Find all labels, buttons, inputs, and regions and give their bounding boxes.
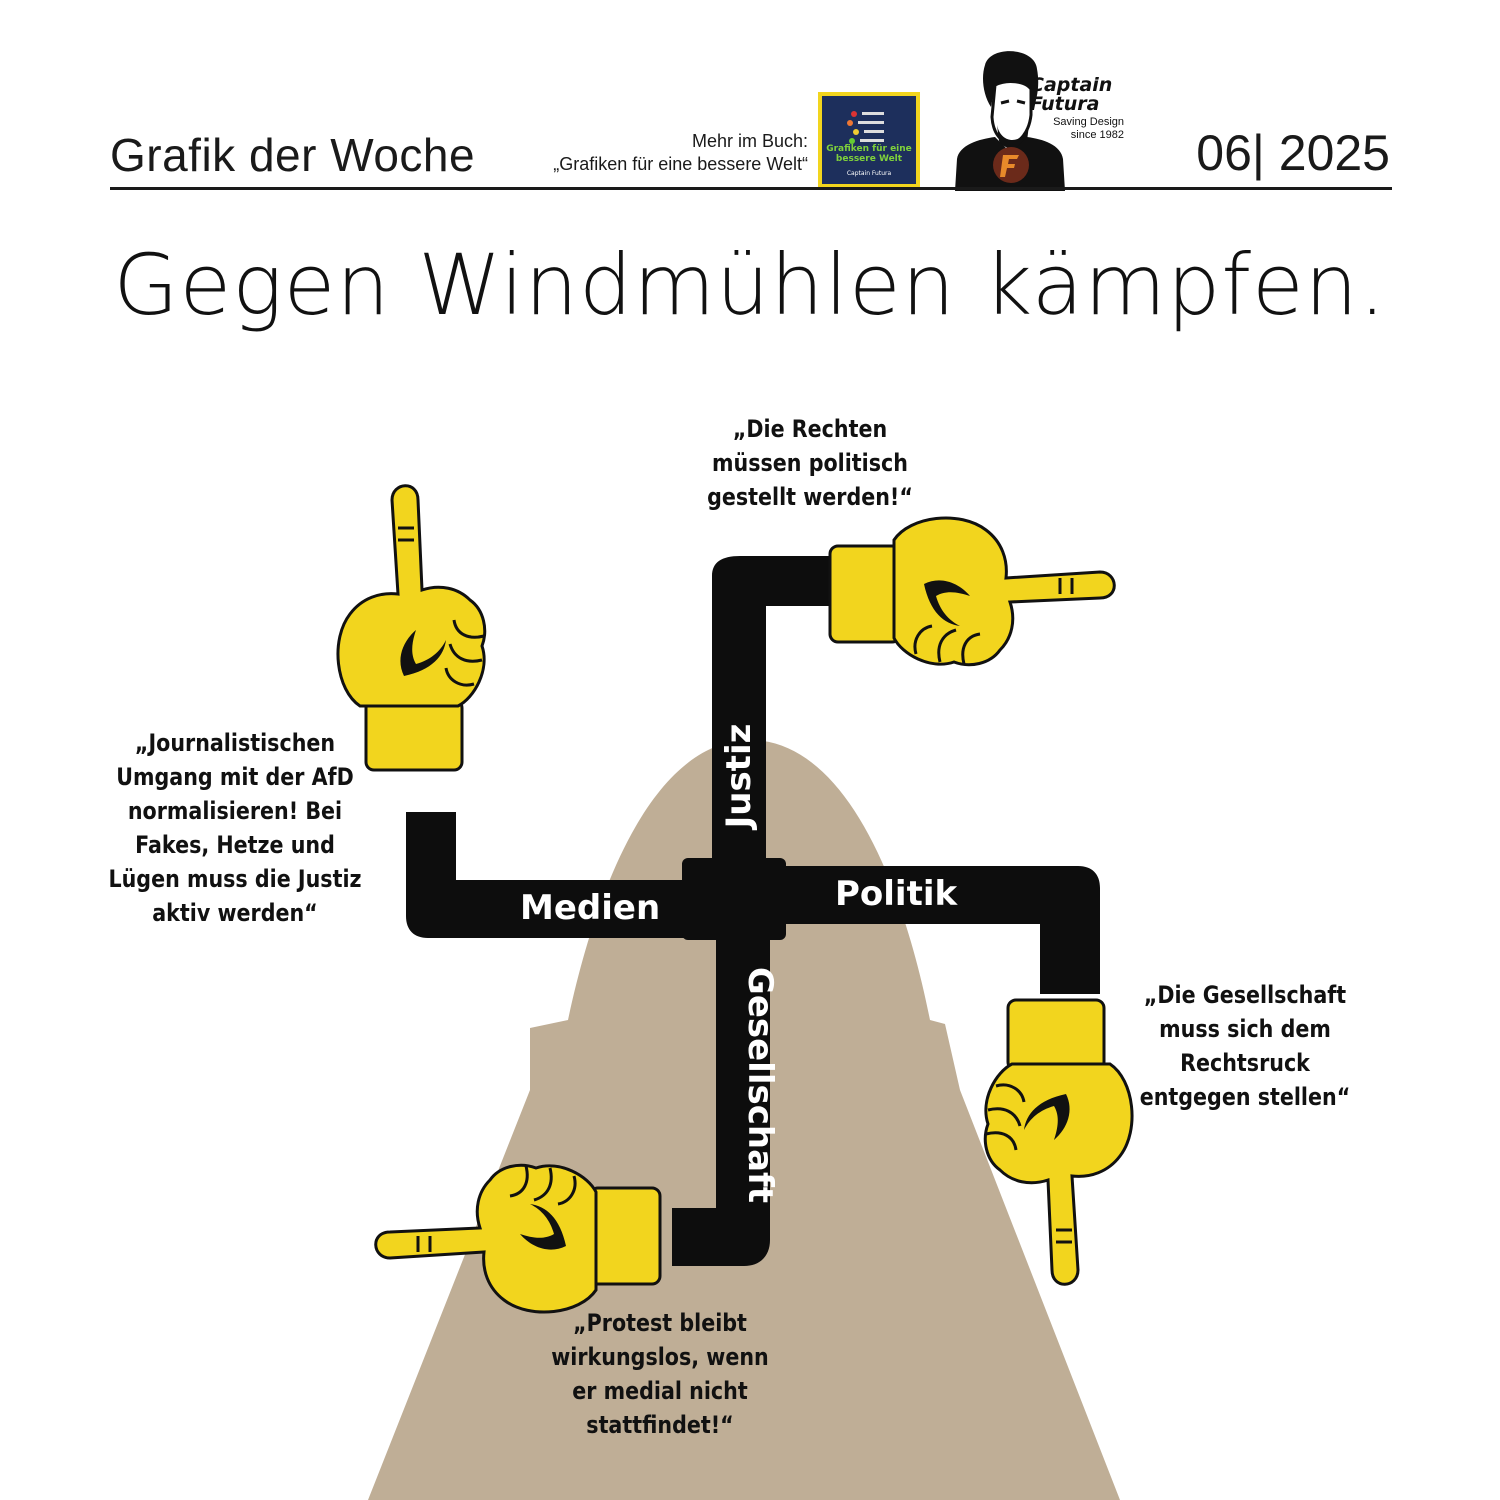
book-note-line1: Mehr im Buch: — [691, 131, 808, 151]
book-cover-title: Grafiken für eine bessere Welt — [826, 144, 912, 164]
book-note-line2: „Grafiken für eine bessere Welt“ — [553, 154, 808, 174]
quote-justiz: „Journalistischen Umgang mit der AfD normalisieren! Bei Fakes, Hetze und Lügen muss die Justiz aktiv werden“ — [108, 729, 362, 927]
brand-tagline-2: since 1982 — [1070, 129, 1124, 141]
issue-number: 06| 2025 — [1196, 125, 1390, 181]
arm-label-medien: Medien — [520, 888, 661, 928]
quote-medien: „Protest bleibt wirkungslos, wenn er medial nicht stattfindet!“ — [551, 1309, 769, 1439]
brand-name: Captain Futura — [1030, 74, 1113, 115]
arm-label-politik: Politik — [835, 874, 958, 914]
quote-gesellschaft: „Die Gesellschaft muss sich dem Rechtsruck entgegen stellen“ — [1139, 981, 1351, 1111]
main-title: Gegen Windmühlen kämpfen. — [113, 236, 1387, 334]
quote-politik: „Die Rechten müssen politisch gestellt werden!“ — [707, 415, 913, 511]
brand-tagline-1: Saving Design — [1053, 116, 1124, 128]
hand-top-right-icon — [830, 518, 1114, 665]
arm-label-justiz: Justiz — [719, 723, 759, 829]
arm-label-gesellschaft: Gesellschaft — [740, 966, 780, 1204]
book-cover-author: Captain Futura — [846, 170, 892, 177]
header-title: Grafik der Woche — [110, 129, 476, 181]
